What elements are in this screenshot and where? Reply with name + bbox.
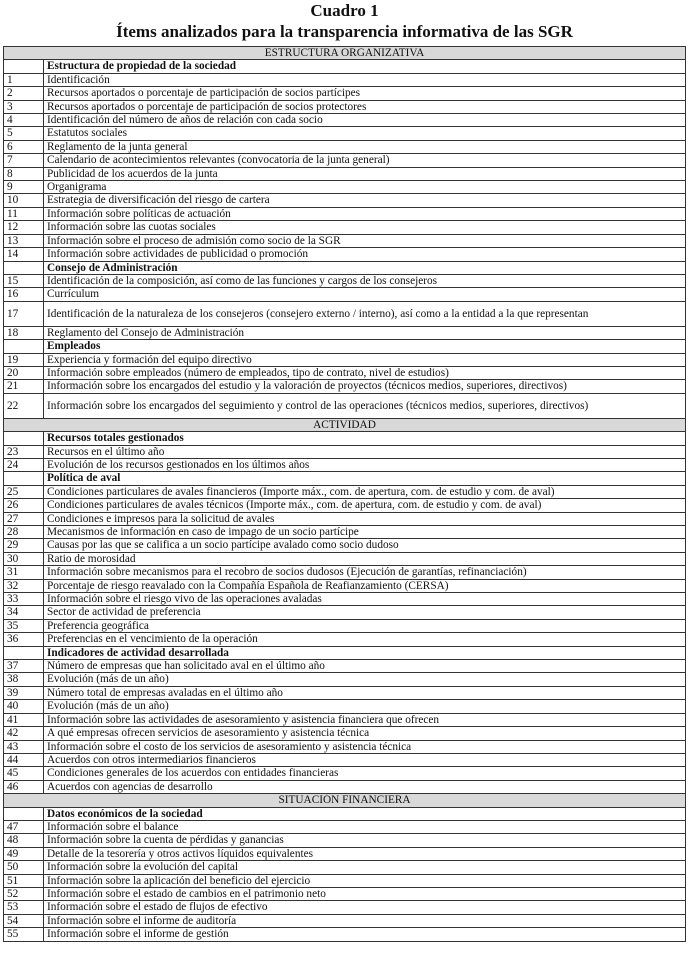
item-text: Información sobre el informe de gestión <box>44 928 686 941</box>
table-row <box>4 579 686 592</box>
table-row <box>4 847 686 860</box>
table-row <box>4 499 686 512</box>
item-text: Información sobre el costo de los servicios de asesoramiento y asistencia técnica <box>44 740 686 753</box>
item-text: Información sobre las cuotas sociales <box>44 221 686 234</box>
group-number-cell <box>4 432 44 445</box>
group-title: Recursos totales gestionados <box>44 432 686 445</box>
item-number: 27 <box>4 512 44 525</box>
item-text: Identificación de la composición, así como de las funciones y cargos de los consejeros <box>44 274 686 287</box>
item-number: 4 <box>4 114 44 127</box>
item-text: Organigrama <box>44 181 686 194</box>
item-number: 2 <box>4 87 44 100</box>
table-row <box>4 154 686 167</box>
item-number: 19 <box>4 353 44 366</box>
group-header <box>4 261 686 274</box>
item-text: Identificación de la naturaleza de los consejeros (consejero externo / interno), así como a la entidad a la que representan <box>44 301 686 326</box>
table-row <box>4 380 686 393</box>
item-number: 36 <box>4 633 44 646</box>
item-text: Información sobre la cuenta de pérdidas y ganancias <box>44 834 686 847</box>
item-number: 13 <box>4 234 44 247</box>
item-number: 39 <box>4 686 44 699</box>
item-number: 24 <box>4 458 44 471</box>
item-text: Publicidad de los acuerdos de la junta <box>44 167 686 180</box>
item-text: Condiciones particulares de avales técnicos (Importe máx., com. de apertura, com. de estudio y com. de aval) <box>44 499 686 512</box>
item-number: 51 <box>4 874 44 887</box>
item-number: 54 <box>4 914 44 927</box>
item-number: 29 <box>4 539 44 552</box>
group-title: Política de aval <box>44 472 686 485</box>
item-text: Evolución (más de un año) <box>44 673 686 686</box>
section-header <box>4 418 686 431</box>
table-row <box>4 114 686 127</box>
table-row <box>4 234 686 247</box>
table-row <box>4 301 686 326</box>
item-number: 37 <box>4 660 44 673</box>
group-header <box>4 60 686 73</box>
item-number: 40 <box>4 700 44 713</box>
item-text: A qué empresas ofrecen servicios de asesoramiento y asistencia técnica <box>44 727 686 740</box>
item-number: 16 <box>4 288 44 301</box>
item-text: Acuerdos con otros intermediarios financieros <box>44 753 686 766</box>
item-text: Información sobre mecanismos para el recobro de socios dudosos (Ejecución de garantías, refinanciación) <box>44 566 686 579</box>
item-number: 18 <box>4 326 44 339</box>
item-text: Número de empresas que han solicitado aval en el último año <box>44 660 686 673</box>
item-number: 44 <box>4 753 44 766</box>
table-row <box>4 780 686 793</box>
item-text: Información sobre el balance <box>44 820 686 833</box>
table-caption: Cuadro 1 <box>310 1 379 20</box>
table-row <box>4 874 686 887</box>
table-row <box>4 181 686 194</box>
table-row <box>4 673 686 686</box>
item-text: Evolución (más de un año) <box>44 700 686 713</box>
table-row <box>4 87 686 100</box>
item-text: Identificación <box>44 73 686 86</box>
group-header <box>4 340 686 353</box>
table-row <box>4 619 686 632</box>
item-text: Número total de empresas avaladas en el último año <box>44 686 686 699</box>
table-row <box>4 914 686 927</box>
table-row <box>4 660 686 673</box>
item-text: Información sobre el estado de flujos de efectivo <box>44 901 686 914</box>
item-text: Ratio de morosidad <box>44 552 686 565</box>
table-row <box>4 539 686 552</box>
group-title: Indicadores de actividad desarrollada <box>44 646 686 659</box>
item-number: 25 <box>4 485 44 498</box>
item-number: 28 <box>4 526 44 539</box>
table-row <box>4 458 686 471</box>
item-number: 48 <box>4 834 44 847</box>
title-block <box>0 1 689 43</box>
item-number: 53 <box>4 901 44 914</box>
item-number: 1 <box>4 73 44 86</box>
table-row <box>4 485 686 498</box>
item-text: Evolución de los recursos gestionados en los últimos años <box>44 458 686 471</box>
group-title: Empleados <box>44 340 686 353</box>
item-text: Información sobre el proceso de admisión como socio de la SGR <box>44 234 686 247</box>
group-number-cell <box>4 646 44 659</box>
item-text: Condiciones generales de los acuerdos con entidades financieras <box>44 767 686 780</box>
table-row <box>4 445 686 458</box>
item-number: 11 <box>4 207 44 220</box>
item-number: 30 <box>4 552 44 565</box>
group-header <box>4 807 686 820</box>
item-number: 9 <box>4 181 44 194</box>
item-text: Mecanismos de información en caso de impago de un socio partícipe <box>44 526 686 539</box>
table-row <box>4 606 686 619</box>
table-row <box>4 727 686 740</box>
item-text: Condiciones e impresos para la solicitud de avales <box>44 512 686 525</box>
table-row <box>4 274 686 287</box>
table-row <box>4 713 686 726</box>
table-row <box>4 207 686 220</box>
table-row <box>4 887 686 900</box>
item-number: 34 <box>4 606 44 619</box>
table-row <box>4 526 686 539</box>
item-number: 45 <box>4 767 44 780</box>
section-title: ACTIVIDAD <box>4 418 686 431</box>
table-row <box>4 100 686 113</box>
group-title: Datos económicos de la sociedad <box>44 807 686 820</box>
group-title: Estructura de propiedad de la sociedad <box>44 60 686 73</box>
item-text: Preferencia geográfica <box>44 619 686 632</box>
table-row <box>4 566 686 579</box>
item-number: 3 <box>4 100 44 113</box>
item-number: 22 <box>4 393 44 418</box>
table-row <box>4 753 686 766</box>
item-number: 8 <box>4 167 44 180</box>
item-text: Calendario de acontecimientos relevantes (convocatoria de la junta general) <box>44 154 686 167</box>
item-text: Reglamento del Consejo de Administración <box>44 326 686 339</box>
item-number: 14 <box>4 248 44 261</box>
item-text: Sector de actividad de preferencia <box>44 606 686 619</box>
item-number: 49 <box>4 847 44 860</box>
item-text: Recursos aportados o porcentaje de participación de socios partícipes <box>44 87 686 100</box>
table-row <box>4 552 686 565</box>
item-text: Identificación del número de años de relación con cada socio <box>44 114 686 127</box>
item-text: Información sobre la aplicación del beneficio del ejercicio <box>44 874 686 887</box>
item-number: 38 <box>4 673 44 686</box>
table-row <box>4 633 686 646</box>
item-number: 21 <box>4 380 44 393</box>
item-text: Condiciones particulares de avales financieros (Importe máx., com. de apertura, com. de estudio y com. de aval) <box>44 485 686 498</box>
item-number: 20 <box>4 366 44 379</box>
item-text: Información sobre la evolución del capital <box>44 861 686 874</box>
section-header <box>4 794 686 807</box>
item-text: Acuerdos con agencias de desarrollo <box>44 780 686 793</box>
table-row <box>4 593 686 606</box>
group-number-cell <box>4 60 44 73</box>
item-number: 15 <box>4 274 44 287</box>
item-text: Estatutos sociales <box>44 127 686 140</box>
items-table <box>3 46 686 942</box>
group-number-cell <box>4 472 44 485</box>
item-text: Detalle de la tesorería y otros activos líquidos equivalentes <box>44 847 686 860</box>
table-row <box>4 167 686 180</box>
section-title: ESTRUCTURA ORGANIZATIVA <box>4 47 686 60</box>
group-number-cell <box>4 261 44 274</box>
item-text: Estrategia de diversificación del riesgo de cartera <box>44 194 686 207</box>
item-text: Porcentaje de riesgo reavalado con la Compañía Española de Reafianzamiento (CERSA) <box>44 579 686 592</box>
table-row <box>4 767 686 780</box>
item-text: Información sobre los encargados del seguimiento y control de las operaciones (técnicos medios, superiores, directivos) <box>44 393 686 418</box>
table-row <box>4 366 686 379</box>
table-row <box>4 740 686 753</box>
table-title: Ítems analizados para la transparencia informativa de las SGR <box>116 22 573 41</box>
item-number: 47 <box>4 820 44 833</box>
table-row <box>4 928 686 941</box>
group-header <box>4 472 686 485</box>
table-row <box>4 512 686 525</box>
section-title: SITUACIÓN FINANCIERA <box>4 794 686 807</box>
item-text: Preferencias en el vencimiento de la operación <box>44 633 686 646</box>
item-text: Recursos en el último año <box>44 445 686 458</box>
item-number: 10 <box>4 194 44 207</box>
item-number: 50 <box>4 861 44 874</box>
table-row <box>4 127 686 140</box>
group-title: Consejo de Administración <box>44 261 686 274</box>
item-number: 23 <box>4 445 44 458</box>
item-number: 5 <box>4 127 44 140</box>
item-number: 52 <box>4 887 44 900</box>
item-number: 41 <box>4 713 44 726</box>
item-text: Información sobre los encargados del estudio y la valoración de proyectos (técnicos medios, superiores, directivos) <box>44 380 686 393</box>
table-row <box>4 326 686 339</box>
item-number: 33 <box>4 593 44 606</box>
item-number: 32 <box>4 579 44 592</box>
item-text: Reglamento de la junta general <box>44 140 686 153</box>
table-row <box>4 221 686 234</box>
item-number: 7 <box>4 154 44 167</box>
group-number-cell <box>4 340 44 353</box>
table-row <box>4 700 686 713</box>
items-table-body <box>4 47 686 942</box>
table-row <box>4 140 686 153</box>
table-row <box>4 353 686 366</box>
group-number-cell <box>4 807 44 820</box>
table-row <box>4 861 686 874</box>
item-number: 43 <box>4 740 44 753</box>
item-text: Información sobre el estado de cambios en el patrimonio neto <box>44 887 686 900</box>
item-number: 42 <box>4 727 44 740</box>
item-number: 26 <box>4 499 44 512</box>
table-row <box>4 820 686 833</box>
table-row <box>4 288 686 301</box>
item-text: Información sobre el riesgo vivo de las operaciones avaladas <box>44 593 686 606</box>
item-text: Información sobre actividades de publicidad o promoción <box>44 248 686 261</box>
section-header <box>4 47 686 60</box>
item-number: 12 <box>4 221 44 234</box>
table-row <box>4 248 686 261</box>
table-row <box>4 834 686 847</box>
table-row <box>4 194 686 207</box>
item-text: Recursos aportados o porcentaje de participación de socios protectores <box>44 100 686 113</box>
item-number: 46 <box>4 780 44 793</box>
table-row <box>4 901 686 914</box>
table-row <box>4 686 686 699</box>
table-row <box>4 393 686 418</box>
item-text: Información sobre políticas de actuación <box>44 207 686 220</box>
item-text: Experiencia y formación del equipo directivo <box>44 353 686 366</box>
item-number: 31 <box>4 566 44 579</box>
item-text: Currículum <box>44 288 686 301</box>
item-number: 55 <box>4 928 44 941</box>
item-number: 35 <box>4 619 44 632</box>
group-header <box>4 432 686 445</box>
table-row <box>4 73 686 86</box>
item-number: 6 <box>4 140 44 153</box>
item-text: Información sobre empleados (número de empleados, tipo de contrato, nivel de estudios) <box>44 366 686 379</box>
item-text: Causas por las que se califica a un socio partícipe avalado como socio dudoso <box>44 539 686 552</box>
item-text: Información sobre el informe de auditoría <box>44 914 686 927</box>
group-header <box>4 646 686 659</box>
item-text: Información sobre las actividades de asesoramiento y asistencia financiera que ofrecen <box>44 713 686 726</box>
item-number: 17 <box>4 301 44 326</box>
